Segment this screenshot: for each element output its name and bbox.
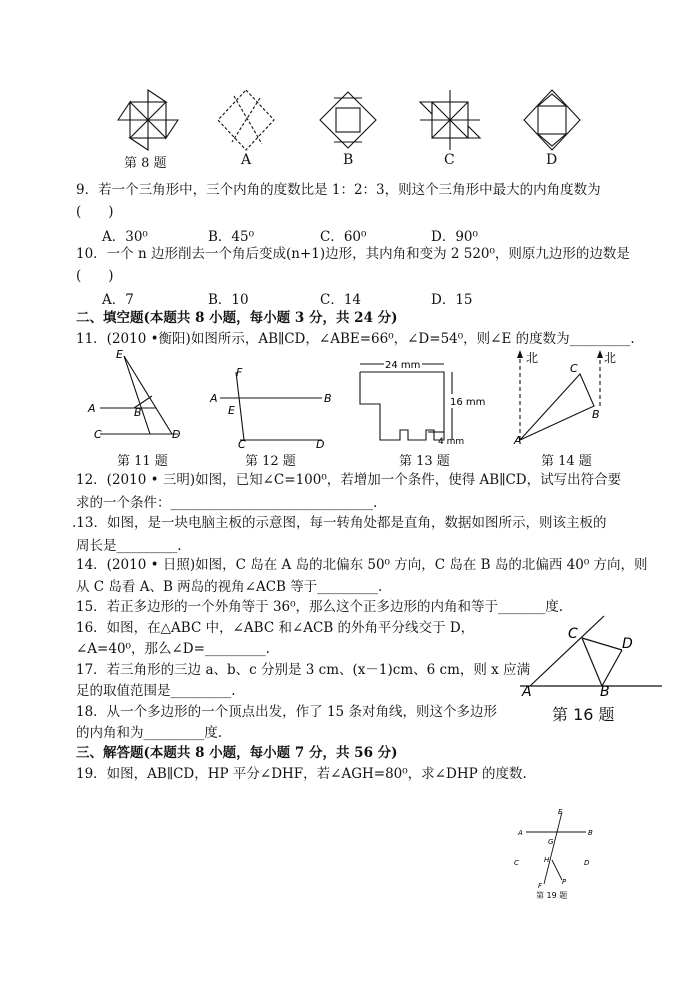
fig13-dim-small: 4 mm — [438, 437, 465, 447]
pinwheel-option-a — [218, 90, 274, 150]
fig11-label-b: B — [134, 406, 142, 419]
fig16-label-d: D — [622, 636, 633, 652]
q9-option-b: B．45⁰ — [208, 229, 255, 245]
fig12-caption: 第 12 题 — [245, 454, 296, 469]
q19-text: 19．如图，AB∥CD，HP 平分∠DHF，若∠AGH=80⁰，求∠DHP 的度数. — [76, 766, 527, 782]
q10-option-c: C．14 — [320, 292, 362, 308]
fig19-caption: 第 19 题 — [536, 891, 568, 900]
fig14-north-2: 北 — [604, 351, 617, 365]
fig11-caption: 第 11 题 — [117, 454, 168, 469]
fig12-label-a: A — [210, 392, 218, 405]
fig19-label-h: H — [544, 856, 550, 864]
fig16-caption: 第 16 题 — [552, 705, 615, 724]
fig16-label-c: C — [568, 626, 578, 642]
fig12-label-d: D — [316, 438, 325, 451]
q10-option-b: B．10 — [208, 292, 249, 308]
fig19-label-a: A — [518, 829, 523, 837]
fig11-label-c: C — [94, 428, 102, 441]
fig19-label-e: E — [558, 808, 563, 816]
fig19-label-p: P — [562, 878, 567, 886]
fig14-label-b: B — [592, 408, 600, 421]
pinwheel-option-b — [320, 92, 376, 148]
figure-16 — [516, 612, 666, 700]
figure-12 — [206, 364, 336, 450]
fig16-label-b: B — [600, 684, 610, 700]
q10-option-a: A．7 — [102, 292, 134, 308]
fig11-label-d: D — [172, 428, 181, 441]
q10-option-d: D．15 — [431, 292, 473, 308]
fig19-label-b: B — [588, 829, 593, 837]
q14-line1: 14．(2010 • 日照)如图，C 岛在 A 岛的北偏东 50⁰ 方向，C 岛在 B 岛的北偏西 40⁰ 方向，则 — [76, 557, 648, 573]
fig11-label-a: A — [88, 402, 96, 415]
q11-text: 11．(2010 •衡阳)如图所示，AB∥CD，∠ABE=66⁰，∠D=54⁰，则∠E 的度数为_________. — [76, 331, 635, 347]
fig14-north-1: 北 — [526, 351, 539, 365]
fig14-label-c: C — [570, 362, 578, 375]
option-d-label: D — [546, 152, 558, 168]
pinwheel-option-c — [420, 90, 480, 150]
q17-line1: 17．若三角形的三边 a、b、c 分别是 3 cm、(x－1)cm、6 cm，则 x 应满 — [76, 662, 531, 678]
section-2-title: 二、填空题(本题共 8 小题，每小题 3 分，共 24 分) — [76, 310, 398, 326]
q16-line2: ∠A=40⁰，那么∠D=_________. — [76, 641, 270, 657]
pinwheel-option-d — [524, 90, 580, 150]
q9-stem: 9．若一个三角形中，三个内角的度数比是 1：2：3，则这个三角形中最大的内角度数为 — [76, 182, 601, 198]
option-c-label: C — [444, 152, 455, 168]
q13-line1: .13．如图，是一块电脑主板的示意图，每一转角处都是直角，数据如图所示，则该主板的 — [72, 515, 607, 531]
fig16-label-a: A — [522, 684, 532, 700]
q9-option-a: A．30⁰ — [102, 229, 148, 245]
fig19-label-g: G — [548, 838, 554, 846]
option-a-label: A — [241, 152, 252, 168]
fig12-label-e: E — [228, 404, 235, 417]
q9-option-c: C．60⁰ — [320, 229, 367, 245]
fig11-label-e: E — [116, 348, 123, 361]
q13-line2: 周长是_________. — [76, 538, 182, 554]
q15-text: 15．若正多边形的一个外角等于 36⁰，那么这个正多边形的内角和等于_______度. — [76, 599, 564, 615]
fig13-dim-right: 16 mm — [450, 397, 486, 408]
q9-paren: ( ) — [76, 204, 114, 220]
q8-caption: 第 8 题 — [124, 156, 167, 171]
fig19-label-f: F — [538, 882, 543, 890]
fig13-dim-top: 24 mm — [385, 360, 421, 371]
option-b-label: B — [343, 152, 354, 168]
fig13-caption: 第 13 题 — [399, 454, 450, 469]
q17-line2: 足的取值范围是_________. — [76, 683, 236, 699]
q10-stem: 10．一个 n 边形削去一个角后变成(n+1)边形，其内角和变为 2 520⁰，则原九边形的边数是 — [76, 246, 630, 262]
q16-line1: 16．如图，在△ABC 中，∠ABC 和∠ACB 的外角平分线交于 D， — [76, 620, 475, 636]
q18-line1: 18．从一个多边形的一个顶点出发，作了 15 条对角线，则这个多边形 — [76, 704, 497, 720]
q9-option-d: D．90⁰ — [431, 229, 478, 245]
figure-19 — [512, 804, 602, 900]
section-3-title: 三、解答题(本题共 8 小题，每小题 7 分，共 56 分) — [76, 745, 398, 761]
q12-line2: 求的一个条件：______________________________. — [76, 495, 378, 511]
fig14-caption: 第 14 题 — [541, 454, 592, 469]
q10-paren: ( ) — [76, 268, 114, 284]
fig12-label-c: C — [238, 438, 246, 451]
figure-13 — [350, 352, 486, 448]
pinwheel-q8 — [118, 90, 178, 150]
figure-14 — [508, 346, 618, 446]
fig14-label-a: A — [514, 434, 522, 447]
q12-line1: 12．(2010 • 三明)如图，已知∠C=100⁰，若增加一个条件，使得 AB∥CD，试写出符合要 — [76, 472, 622, 488]
figure-11 — [88, 346, 188, 441]
fig19-label-c: C — [514, 859, 519, 867]
fig12-label-f: F — [236, 366, 243, 379]
fig12-label-b: B — [324, 392, 332, 405]
q14-line2: 从 C 岛看 A、B 两岛的视角∠ACB 等于_________. — [76, 579, 383, 595]
q18-line2: 的内角和为_________度. — [76, 725, 223, 741]
fig19-label-d: D — [584, 859, 590, 867]
